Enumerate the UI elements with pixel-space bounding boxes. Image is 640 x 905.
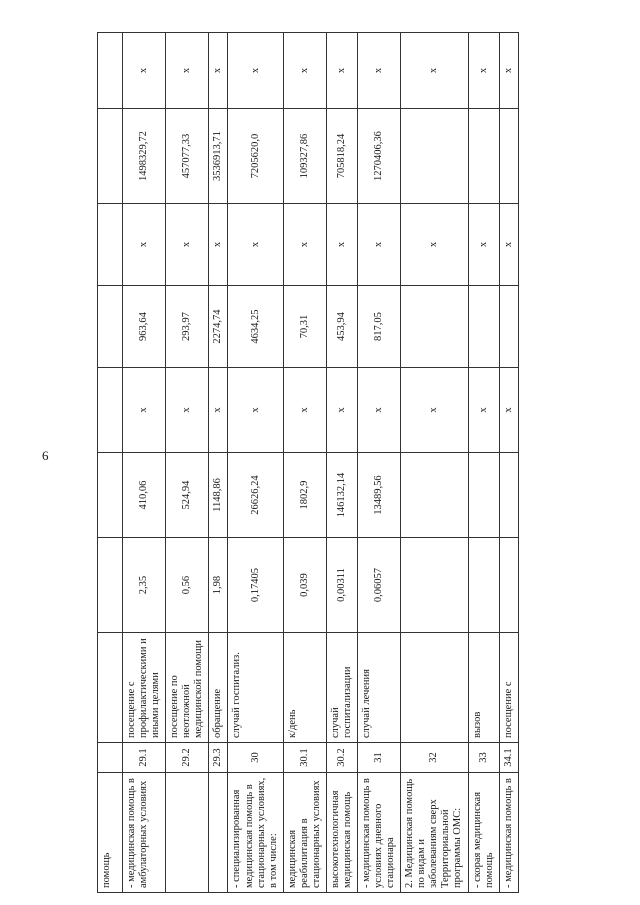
table-cell-norm: 1,98 [209, 538, 228, 633]
table-cell-cost1: 13489,56 [358, 453, 401, 538]
table-cell-tot1: 70,31 [283, 286, 326, 368]
data-table [97, 32, 519, 893]
table-cell-cost2: x [401, 368, 468, 453]
table-cell-code: 34.1 [499, 743, 518, 773]
table-cell-tot2: x [326, 204, 357, 286]
table-cell-x: x [166, 33, 209, 109]
table-cell-name [209, 773, 228, 893]
table-cell-tot2: x [166, 204, 209, 286]
table-cell-code: 29.1 [123, 743, 166, 773]
table-cell-tot1 [98, 286, 123, 368]
table-cell-cost2: x [499, 368, 518, 453]
table-cell-name: - медицинская помощь в амбулаторных условиях [123, 773, 166, 893]
table-cell-name: - специализированная медицинская помощь в стационарных условиях, в том числе: [228, 773, 283, 893]
table-cell-cost1: 26626,24 [228, 453, 283, 538]
table-cell-x: x [401, 33, 468, 109]
table-cell-x: x [358, 33, 401, 109]
table-cell-tot1: 4634,25 [228, 286, 283, 368]
table-cell-unit: случай госпитализ. [228, 633, 283, 743]
table-cell-unit [98, 633, 123, 743]
table-cell-tot2: x [468, 204, 499, 286]
table-cell-cost1 [468, 453, 499, 538]
table-cell-unit: посещение с [499, 633, 518, 743]
table-cell-cost1: 524,94 [166, 453, 209, 538]
table-cell-tot1 [401, 286, 468, 368]
table-row [468, 33, 499, 893]
table-cell-name: помощь [98, 773, 123, 893]
table-cell-tot2 [98, 204, 123, 286]
table-cell-unit: посещение с профилактическими и иными целями [123, 633, 166, 743]
table-cell-name: высокотехнологичная медицинская помощь [326, 773, 357, 893]
table-cell-tot3: 109327,86 [283, 109, 326, 204]
table-cell-code: 30.2 [326, 743, 357, 773]
table-cell-tot2: x [358, 204, 401, 286]
table-cell-tot3: 1270406,36 [358, 109, 401, 204]
table-cell-tot3 [98, 109, 123, 204]
table-cell-unit: обращение [209, 633, 228, 743]
table-cell-x: x [326, 33, 357, 109]
table-cell-cost2: x [326, 368, 357, 453]
table-cell-name: - скорая медицинская помощь [468, 773, 499, 893]
table-row [123, 33, 166, 893]
table-cell-code [98, 743, 123, 773]
table-cell-norm [499, 538, 518, 633]
table-row [358, 33, 401, 893]
table-row [499, 33, 518, 893]
table-cell-cost2: x [166, 368, 209, 453]
table-row [166, 33, 209, 893]
table-cell-unit: вызов [468, 633, 499, 743]
table-cell-tot3 [499, 109, 518, 204]
table-cell-cost2: x [358, 368, 401, 453]
table-cell-norm: 0,17405 [228, 538, 283, 633]
table-cell-tot1: 293,97 [166, 286, 209, 368]
table-cell-code: 32 [401, 743, 468, 773]
table-cell-code: 33 [468, 743, 499, 773]
table-cell-tot2: x [283, 204, 326, 286]
table-row [209, 33, 228, 893]
table-cell-tot3: 1498329,72 [123, 109, 166, 204]
table-cell-tot1: 453,94 [326, 286, 357, 368]
table-row [401, 33, 468, 893]
table-cell-x [98, 33, 123, 109]
table-cell-x: x [228, 33, 283, 109]
table-cell-name: - медицинская помощь в условиях дневного стационара [358, 773, 401, 893]
table-cell-cost1 [401, 453, 468, 538]
table-cell-norm: 0,56 [166, 538, 209, 633]
table-cell-cost2: x [209, 368, 228, 453]
table-cell-code: 30.1 [283, 743, 326, 773]
table-cell-cost1 [98, 453, 123, 538]
table-cell-x: x [499, 33, 518, 109]
table-cell-norm [468, 538, 499, 633]
table-cell-code: 29.3 [209, 743, 228, 773]
rotated-table-container [97, 33, 597, 893]
table-cell-x: x [468, 33, 499, 109]
table-cell-cost2 [98, 368, 123, 453]
table-cell-cost1: 1802,9 [283, 453, 326, 538]
table-cell-x: x [209, 33, 228, 109]
table-cell-unit: случай лечения [358, 633, 401, 743]
table-cell-tot3: 705818,24 [326, 109, 357, 204]
table-cell-cost2: x [283, 368, 326, 453]
table-cell-tot3 [468, 109, 499, 204]
table-cell-unit: случай госпитализации [326, 633, 357, 743]
table-cell-code: 29.2 [166, 743, 209, 773]
table-cell-tot1 [468, 286, 499, 368]
table-cell-cost1: 146132,14 [326, 453, 357, 538]
table-cell-norm [98, 538, 123, 633]
page-number: 6 [42, 448, 49, 463]
table-cell-cost2: x [228, 368, 283, 453]
table-cell-cost1: 1148,86 [209, 453, 228, 538]
table-cell-tot2: x [228, 204, 283, 286]
table-cell-code: 30 [228, 743, 283, 773]
table-cell-norm: 0,00311 [326, 538, 357, 633]
table-cell-cost1: 410,06 [123, 453, 166, 538]
table-cell-cost2: x [468, 368, 499, 453]
table-cell-cost2: x [123, 368, 166, 453]
table-cell-unit: к/день [283, 633, 326, 743]
table-cell-unit: посещение по неотложной медицинской помощи [166, 633, 209, 743]
table-cell-name: медицинская реабилитация в стационарных условиях [283, 773, 326, 893]
table-cell-unit [401, 633, 468, 743]
table-row [283, 33, 326, 893]
table-cell-name [166, 773, 209, 893]
table-cell-norm [401, 538, 468, 633]
table-cell-tot3: 3536913,71 [209, 109, 228, 204]
table-cell-name: - медицинская помощь в [499, 773, 518, 893]
table-cell-x: x [283, 33, 326, 109]
table-cell-name: 2. Медицинская помощь по видам и заболеваниям сверх Территориальной программы ОМС: [401, 773, 468, 893]
table-cell-x: x [123, 33, 166, 109]
table-cell-tot2: x [499, 204, 518, 286]
table-cell-tot1: 963,64 [123, 286, 166, 368]
table-cell-tot3: 457077,33 [166, 109, 209, 204]
table-cell-tot1 [499, 286, 518, 368]
table-cell-tot2: x [123, 204, 166, 286]
table-cell-cost1 [499, 453, 518, 538]
table-cell-norm: 2,35 [123, 538, 166, 633]
table-cell-code: 31 [358, 743, 401, 773]
table-cell-norm: 0,039 [283, 538, 326, 633]
table-cell-tot1: 2274,74 [209, 286, 228, 368]
table-cell-tot1: 817,05 [358, 286, 401, 368]
table-cell-tot2: x [401, 204, 468, 286]
table-row [326, 33, 357, 893]
table-cell-tot3: 7205620,0 [228, 109, 283, 204]
table-cell-tot2: x [209, 204, 228, 286]
table-cell-tot3 [401, 109, 468, 204]
table-row [98, 33, 123, 893]
table-row [228, 33, 283, 893]
table-cell-norm: 0,06057 [358, 538, 401, 633]
